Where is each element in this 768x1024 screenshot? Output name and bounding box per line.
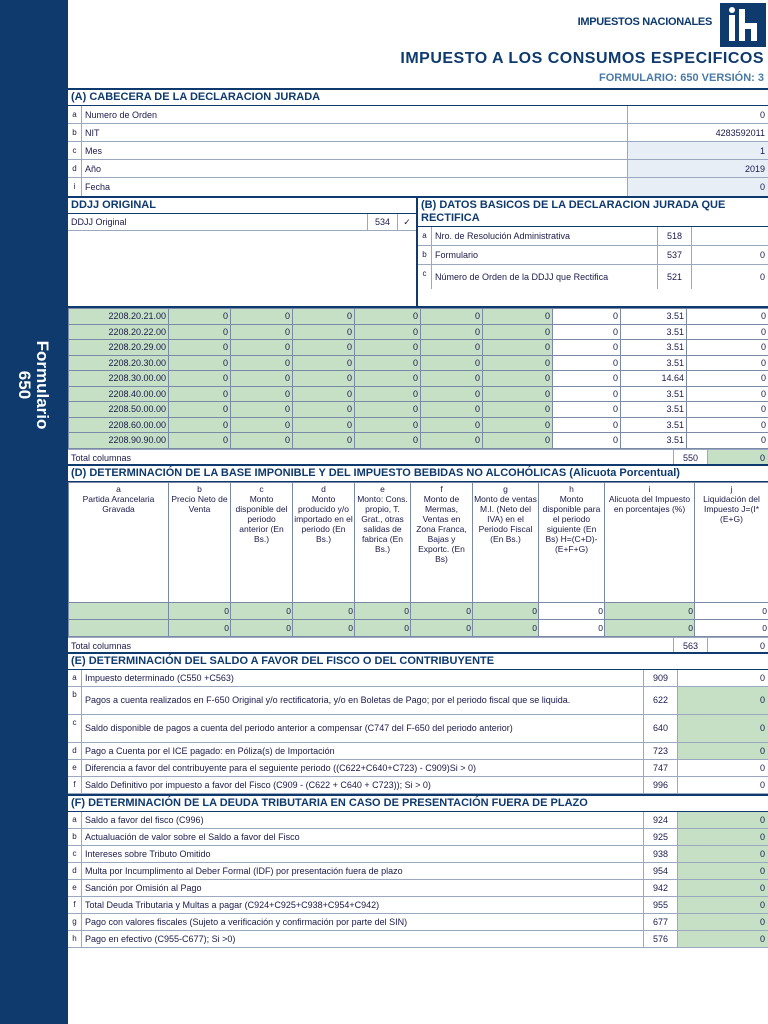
tariff-amount-field[interactable]: 0 xyxy=(169,371,231,387)
row-code: 677 xyxy=(644,914,678,930)
row-letter: d xyxy=(68,160,82,177)
tariff-amount-field[interactable]: 0 xyxy=(421,371,483,387)
section-d-total-code: 563 xyxy=(674,638,708,652)
row-label: Formulario xyxy=(432,246,658,264)
tariff-amount-field[interactable]: 0 xyxy=(231,433,293,449)
row-code: 518 xyxy=(658,227,692,245)
form-header xyxy=(68,0,768,90)
row-label: Pago con valores fiscales (Sujeto a verificación y confirmación por parte del SIN) xyxy=(82,914,644,930)
column-letter: f xyxy=(440,483,443,494)
section-b-row xyxy=(418,227,768,246)
section-f-row xyxy=(68,897,768,914)
row-value-field[interactable]: 0 xyxy=(678,829,768,845)
section-d-field[interactable]: 0 xyxy=(473,602,539,619)
section-f-row xyxy=(68,914,768,931)
row-code: 954 xyxy=(644,863,678,879)
section-d-field[interactable] xyxy=(69,619,169,636)
row-letter: a xyxy=(418,227,432,245)
row-letter: a xyxy=(68,670,82,686)
row-value-field[interactable]: 0 xyxy=(678,812,768,828)
section-d-title: (D) DETERMINACIÓN DE LA BASE IMPONIBLE Y DEL IMPUESTO BEBIDAS NO ALCOHÓLICAS (Alicuota Porcentual) xyxy=(68,466,768,482)
column-letter: i xyxy=(648,483,651,494)
section-d-field[interactable]: 0 xyxy=(231,619,293,636)
row-label: Año xyxy=(82,160,628,177)
tariff-alicuota: 3.51 xyxy=(621,324,687,340)
tariff-liquidacion: 0 xyxy=(687,324,768,340)
ddjj-and-section-b xyxy=(68,198,768,308)
section-d-column-header xyxy=(231,482,293,602)
row-label: Saldo Definitivo por impuesto a favor del Fisco (C909 - (C622 + C640 + C723)); Si > 0) xyxy=(82,777,644,793)
row-value-field[interactable]: 0 xyxy=(678,880,768,896)
tariff-total-label: Total columnas xyxy=(68,450,674,464)
section-d-row xyxy=(69,619,768,636)
section-d-total-value[interactable]: 0 xyxy=(759,640,765,651)
ddjj-code: 534 xyxy=(368,214,398,230)
section-d xyxy=(68,466,768,654)
column-title: Monto producido y/o importado en el periodo (En Bs.) xyxy=(294,493,353,544)
row-label: Numero de Orden xyxy=(82,106,628,123)
section-d-column-header xyxy=(355,482,411,602)
tariff-row xyxy=(69,371,768,387)
tariff-amount-field[interactable]: 0 xyxy=(169,386,231,402)
section-d-field[interactable]: 0 xyxy=(169,619,231,636)
tariff-amount-field[interactable]: 0 xyxy=(355,324,421,340)
row-letter: f xyxy=(68,897,82,913)
row-code: 909 xyxy=(644,670,678,686)
tariff-liquidacion: 0 xyxy=(687,371,768,387)
row-label: Intereses sobre Tributo Omitido xyxy=(82,846,644,862)
tariff-liquidacion: 0 xyxy=(687,340,768,356)
tariff-row xyxy=(69,386,768,402)
tariff-amount-field[interactable]: 0 xyxy=(169,402,231,418)
section-f-row xyxy=(68,846,768,863)
row-label: Pago a Cuenta por el ICE pagado: en Póliza(s) de Importación xyxy=(82,743,644,759)
tariff-table xyxy=(68,308,768,466)
section-d-column-header xyxy=(169,482,231,602)
row-label: Total Deuda Tributaria y Multas a pagar (C924+C925+C938+C954+C942) xyxy=(82,897,644,913)
section-f-row xyxy=(68,863,768,880)
row-label: Sanción por Omisión al Pago xyxy=(82,880,644,896)
row-label: Impuesto determinado (C550 +C563) xyxy=(82,670,644,686)
ddjj-original xyxy=(68,198,418,306)
tariff-available-next: 0 xyxy=(553,355,621,371)
tariff-amount-field[interactable]: 0 xyxy=(231,340,293,356)
section-d-field[interactable]: 0 xyxy=(355,619,411,636)
tariff-amount-field[interactable]: 0 xyxy=(231,386,293,402)
section-b-row xyxy=(418,265,768,289)
section-d-total-label: Total columnas xyxy=(68,638,674,652)
tariff-alicuota: 3.51 xyxy=(621,386,687,402)
row-code: 576 xyxy=(644,931,678,947)
column-letter: e xyxy=(380,483,385,494)
section-d-column-header xyxy=(605,482,695,602)
section-d-column-header xyxy=(69,482,169,602)
row-letter: b xyxy=(68,829,82,845)
row-value-field[interactable] xyxy=(692,227,768,245)
row-letter: g xyxy=(68,914,82,930)
row-value-field: 0 xyxy=(759,762,765,773)
section-d-field[interactable]: 0 xyxy=(169,602,231,619)
section-d-field[interactable]: 0 xyxy=(695,619,768,636)
section-e-row xyxy=(68,687,768,715)
tariff-amount-field[interactable]: 0 xyxy=(355,402,421,418)
section-a-row xyxy=(68,142,768,160)
section-d-field[interactable]: 0 xyxy=(293,602,355,619)
row-value-field[interactable]: 0 xyxy=(678,715,768,742)
section-d-field[interactable]: 0 xyxy=(411,619,473,636)
tariff-available-next: 0 xyxy=(553,433,621,449)
form-label-line2: 650 xyxy=(15,370,34,400)
section-d-column-header xyxy=(695,482,768,602)
column-letter: d xyxy=(321,483,326,494)
tariff-amount-field[interactable]: 0 xyxy=(231,371,293,387)
row-code: 723 xyxy=(644,743,678,759)
column-letter: c xyxy=(259,483,264,494)
tariff-amount-field[interactable]: 0 xyxy=(355,309,421,325)
column-letter: j xyxy=(730,483,733,494)
row-value-field[interactable]: 0 xyxy=(628,178,768,196)
section-d-field[interactable]: 0 xyxy=(473,619,539,636)
row-label: Número de Orden de la DDJJ que Rectifica xyxy=(432,265,658,289)
section-d-field[interactable]: 0 xyxy=(539,619,605,636)
tariff-available-next: 0 xyxy=(553,417,621,433)
tariff-alicuota: 3.51 xyxy=(621,417,687,433)
section-e-row xyxy=(68,760,768,777)
row-value-field[interactable]: 0 xyxy=(678,687,768,714)
tariff-alicuota: 3.51 xyxy=(621,402,687,418)
tariff-amount-field[interactable]: 0 xyxy=(293,433,355,449)
tariff-amount-field[interactable]: 0 xyxy=(483,355,553,371)
tariff-row xyxy=(69,417,768,433)
section-d-column-header xyxy=(411,482,473,602)
tariff-amount-field[interactable]: 0 xyxy=(293,386,355,402)
form-label-line1: Formulario xyxy=(33,340,52,430)
tariff-amount-field[interactable]: 0 xyxy=(169,433,231,449)
row-letter: f xyxy=(68,777,82,793)
row-code: 640 xyxy=(644,715,678,742)
tariff-liquidacion: 0 xyxy=(687,355,768,371)
row-label: Actualuación de valor sobre el Saldo a favor del Fisco xyxy=(82,829,644,845)
tariff-alicuota: 3.51 xyxy=(621,340,687,356)
tariff-partida: 2208.60.00.00 xyxy=(69,417,169,433)
tariff-amount-field[interactable]: 0 xyxy=(421,309,483,325)
tariff-amount-field[interactable]: 0 xyxy=(421,386,483,402)
tariff-amount-field[interactable]: 0 xyxy=(355,371,421,387)
tariff-alicuota: 14.64 xyxy=(621,371,687,387)
section-b-row xyxy=(418,246,768,265)
column-letter: h xyxy=(569,483,574,494)
section-d-field[interactable]: 0 xyxy=(539,602,605,619)
section-a-row xyxy=(68,124,768,142)
tariff-amount-field[interactable]: 0 xyxy=(421,433,483,449)
tariff-amount-field[interactable]: 0 xyxy=(293,309,355,325)
row-letter: b xyxy=(418,246,432,264)
tariff-amount-field[interactable]: 0 xyxy=(293,355,355,371)
tariff-partida: 2208.20.22.00 xyxy=(69,324,169,340)
row-code: 537 xyxy=(658,246,692,264)
tariff-amount-field[interactable]: 0 xyxy=(355,417,421,433)
row-code: 747 xyxy=(644,760,678,776)
section-e-row xyxy=(68,743,768,760)
column-title: Monto de Mermas, Ventas en Zona Franca, Bajas y Exportc. (En Bs) xyxy=(416,493,467,564)
column-title: Monto disponible para el periodo siguiente (En Bs) H=(C+D)-(E+F+G) xyxy=(542,493,601,554)
tariff-total-row xyxy=(68,449,768,466)
section-d-column-header xyxy=(539,482,605,602)
row-label: NIT xyxy=(82,124,628,141)
tariff-partida: 2208.20.21.00 xyxy=(69,309,169,325)
tariff-amount-field[interactable]: 0 xyxy=(483,402,553,418)
section-b-title: (B) DATOS BASICOS DE LA DECLARACION JURADA QUE RECTIFICA xyxy=(418,198,768,227)
tariff-row xyxy=(69,324,768,340)
column-letter: g xyxy=(503,483,508,494)
section-d-field[interactable]: 0 xyxy=(355,602,411,619)
row-letter: c xyxy=(68,142,82,159)
row-label: Saldo disponible de pagos a cuenta del periodo anterior a compensar (C747 del F-650 del periodo anterior) xyxy=(82,715,644,742)
tariff-amount-field[interactable]: 0 xyxy=(483,386,553,402)
row-code: 521 xyxy=(658,265,692,289)
form-version: FORMULARIO: 650 VERSIÓN: 3 xyxy=(598,72,764,84)
tariff-amount-field[interactable]: 0 xyxy=(421,402,483,418)
tariff-liquidacion: 0 xyxy=(687,417,768,433)
tariff-amount-field[interactable]: 0 xyxy=(231,417,293,433)
tariff-amount-field[interactable]: 0 xyxy=(483,309,553,325)
row-label: Diferencia a favor del contribuyente para el seguiente periodo ((C622+C640+C723) - C909)Si > 0) xyxy=(82,760,644,776)
tariff-amount-field[interactable]: 0 xyxy=(483,371,553,387)
tariff-alicuota: 3.51 xyxy=(621,309,687,325)
row-code: 622 xyxy=(644,687,678,714)
tariff-row xyxy=(69,433,768,449)
tariff-amount-field[interactable]: 0 xyxy=(355,433,421,449)
row-letter: i xyxy=(68,178,82,196)
column-title: Monto de ventas M.I. (Neto del IVA) en el Periodo Fiscal (En Bs.) xyxy=(474,493,537,544)
tariff-amount-field[interactable]: 0 xyxy=(231,355,293,371)
section-d-field[interactable]: 0 xyxy=(605,602,695,619)
tariff-available-next: 0 xyxy=(553,402,621,418)
ddjj-title: DDJJ ORIGINAL xyxy=(68,198,416,214)
tariff-liquidacion: 0 xyxy=(687,402,768,418)
tariff-amount-field[interactable]: 0 xyxy=(421,340,483,356)
row-code: 955 xyxy=(644,897,678,913)
form-page xyxy=(66,0,768,1024)
ddjj-label: DDJJ Original xyxy=(68,214,368,230)
row-code: 924 xyxy=(644,812,678,828)
tariff-liquidacion: 0 xyxy=(687,309,768,325)
section-d-column-header xyxy=(293,482,355,602)
row-code: 925 xyxy=(644,829,678,845)
row-value-field: 0 xyxy=(759,779,765,790)
tariff-amount-field[interactable]: 0 xyxy=(293,371,355,387)
tariff-total-value[interactable]: 0 xyxy=(708,450,768,464)
tariff-amount-field[interactable]: 0 xyxy=(169,324,231,340)
row-value-field[interactable]: 0 xyxy=(678,897,768,913)
row-code: 938 xyxy=(644,846,678,862)
tariff-amount-field[interactable]: 0 xyxy=(293,417,355,433)
section-d-row xyxy=(69,602,768,619)
tariff-row xyxy=(69,402,768,418)
row-letter: a xyxy=(68,812,82,828)
tariff-available-next: 0 xyxy=(553,324,621,340)
row-value-field[interactable]: 0 xyxy=(678,743,768,759)
tariff-amount-field[interactable]: 0 xyxy=(169,355,231,371)
section-e-row xyxy=(68,715,768,743)
column-title: Alicuota del Impuesto en porcentajes (%) xyxy=(608,493,691,514)
tariff-amount-field[interactable]: 0 xyxy=(483,417,553,433)
tariff-amount-field[interactable]: 0 xyxy=(169,417,231,433)
section-d-field[interactable]: 0 xyxy=(293,619,355,636)
row-label: Pago en efectivo (C955-C677); Si >0) xyxy=(82,931,644,947)
row-label: Nro. de Resolución Administrativa xyxy=(432,227,658,245)
column-title: Monto disponible del periodo anterior (En Bs.) xyxy=(235,493,288,544)
section-d-total-row xyxy=(68,637,768,654)
tariff-alicuota: 3.51 xyxy=(621,355,687,371)
column-title: Partida Arancelaria Gravada xyxy=(82,493,155,514)
row-letter: e xyxy=(68,760,82,776)
row-value-field[interactable]: 1 xyxy=(628,142,768,159)
row-label: Pagos a cuenta realizados en F-650 Original y/o rectificatoria, y/o en Boletas de Pago; por el periodo fiscal que se liquida. xyxy=(82,687,644,714)
tariff-amount-field[interactable]: 0 xyxy=(355,386,421,402)
section-a-row xyxy=(68,106,768,124)
tariff-liquidacion: 0 xyxy=(687,433,768,449)
section-f xyxy=(68,796,768,948)
row-letter: b xyxy=(68,124,82,141)
tariff-alicuota: 3.51 xyxy=(621,433,687,449)
section-d-field[interactable]: 0 xyxy=(695,602,768,619)
row-value-field[interactable]: 2019 xyxy=(628,160,768,177)
tariff-row xyxy=(69,340,768,356)
agency-name: IMPUESTOS NACIONALES xyxy=(577,16,712,28)
section-b xyxy=(418,198,768,306)
row-value-field[interactable]: 0 xyxy=(759,250,765,260)
section-d-field[interactable]: 0 xyxy=(605,619,695,636)
tariff-amount-field[interactable]: 0 xyxy=(483,340,553,356)
section-e xyxy=(68,654,768,796)
tariff-amount-field[interactable]: 0 xyxy=(169,309,231,325)
row-letter: c xyxy=(68,846,82,862)
tariff-total-code: 550 xyxy=(674,450,708,464)
row-value-field[interactable]: 0 xyxy=(678,931,768,947)
ddjj-original-checkbox[interactable]: ✓ xyxy=(403,217,411,227)
row-value-field[interactable]: 0 xyxy=(678,863,768,879)
section-f-row xyxy=(68,829,768,846)
column-title: Monto: Cons. propio, T. Grat., otras salidas de fabrica (En Bs.) xyxy=(357,493,408,554)
row-label: Mes xyxy=(82,142,628,159)
tariff-available-next: 0 xyxy=(553,371,621,387)
column-title: Liquidación del Impuesto J=(I*(E+G) xyxy=(703,493,760,524)
row-letter: c xyxy=(418,265,432,289)
section-e-row xyxy=(68,777,768,794)
tariff-partida: 2208.40.00.00 xyxy=(69,386,169,402)
section-f-row xyxy=(68,880,768,897)
row-letter: b xyxy=(68,687,82,714)
section-e-row xyxy=(68,670,768,687)
row-letter: d xyxy=(68,743,82,759)
section-d-field[interactable] xyxy=(69,602,169,619)
section-a xyxy=(68,90,768,198)
section-a-row xyxy=(68,160,768,178)
tariff-amount-field[interactable]: 0 xyxy=(293,324,355,340)
tariff-amount-field[interactable]: 0 xyxy=(231,309,293,325)
agency-logo-icon xyxy=(720,3,766,47)
row-label: Multa por Incumplimento al Deber Formal (IDF) por presentación fuera de plazo xyxy=(82,863,644,879)
section-d-field[interactable]: 0 xyxy=(411,602,473,619)
tariff-amount-field[interactable]: 0 xyxy=(421,417,483,433)
tariff-amount-field[interactable]: 0 xyxy=(483,433,553,449)
tariff-partida: 2208.30.00.00 xyxy=(69,371,169,387)
row-letter: d xyxy=(68,863,82,879)
tariff-row xyxy=(69,309,768,325)
tariff-available-next: 0 xyxy=(553,309,621,325)
row-value-field[interactable]: 0 xyxy=(678,914,768,930)
tariff-partida: 2208.20.29.00 xyxy=(69,340,169,356)
section-d-column-header xyxy=(473,482,539,602)
row-letter: a xyxy=(68,106,82,123)
tariff-liquidacion: 0 xyxy=(687,386,768,402)
row-value-field[interactable]: 4283592011 xyxy=(715,127,765,138)
tariff-row xyxy=(69,355,768,371)
row-value-field: 0 xyxy=(759,672,765,683)
section-f-row xyxy=(68,931,768,948)
section-e-title: (E) DETERMINACIÓN DEL SALDO A FAVOR DEL FISCO O DEL CONTRIBUYENTE xyxy=(68,654,768,670)
tariff-available-next: 0 xyxy=(553,340,621,356)
section-a-row xyxy=(68,178,768,196)
row-value-field[interactable]: 0 xyxy=(678,846,768,862)
tariff-amount-field[interactable]: 0 xyxy=(421,324,483,340)
row-value-field[interactable]: 0 xyxy=(759,109,765,120)
tariff-amount-field[interactable]: 0 xyxy=(355,340,421,356)
row-label: Saldo a favor del fisco (C996) xyxy=(82,812,644,828)
section-d-field[interactable]: 0 xyxy=(231,602,293,619)
tariff-amount-field[interactable]: 0 xyxy=(231,324,293,340)
row-code: 996 xyxy=(644,777,678,793)
row-value-field[interactable]: 0 xyxy=(759,272,765,282)
section-f-title: (F) DETERMINACIÓN DE LA DEUDA TRIBUTARIA EN CASO DE PRESENTACIÓN FUERA DE PLAZO xyxy=(68,796,768,812)
tariff-amount-field[interactable]: 0 xyxy=(293,402,355,418)
row-letter: h xyxy=(68,931,82,947)
tariff-partida: 2208.50.00.00 xyxy=(69,402,169,418)
row-letter: c xyxy=(68,715,82,742)
row-letter: e xyxy=(68,880,82,896)
row-label: Fecha xyxy=(82,178,628,196)
column-title: Precio Neto de Venta xyxy=(171,493,228,514)
tariff-available-next: 0 xyxy=(553,386,621,402)
section-a-title: (A) CABECERA DE LA DECLARACION JURADA xyxy=(68,90,768,106)
column-letter: b xyxy=(197,483,202,494)
tariff-amount-field[interactable]: 0 xyxy=(421,355,483,371)
section-f-row xyxy=(68,812,768,829)
sidebar xyxy=(0,0,66,1024)
tariff-amount-field[interactable]: 0 xyxy=(169,340,231,356)
tariff-amount-field[interactable]: 0 xyxy=(483,324,553,340)
tariff-partida: 2208.90.90.00 xyxy=(69,433,169,449)
tariff-amount-field[interactable]: 0 xyxy=(293,340,355,356)
row-code: 942 xyxy=(644,880,678,896)
form-title: IMPUESTO A LOS CONSUMOS ESPECIFICOS xyxy=(400,50,764,67)
tariff-amount-field[interactable]: 0 xyxy=(231,402,293,418)
form-label-vertical xyxy=(15,341,51,430)
tariff-partida: 2208.20.30.00 xyxy=(69,355,169,371)
tariff-amount-field[interactable]: 0 xyxy=(355,355,421,371)
column-letter: a xyxy=(116,483,121,494)
